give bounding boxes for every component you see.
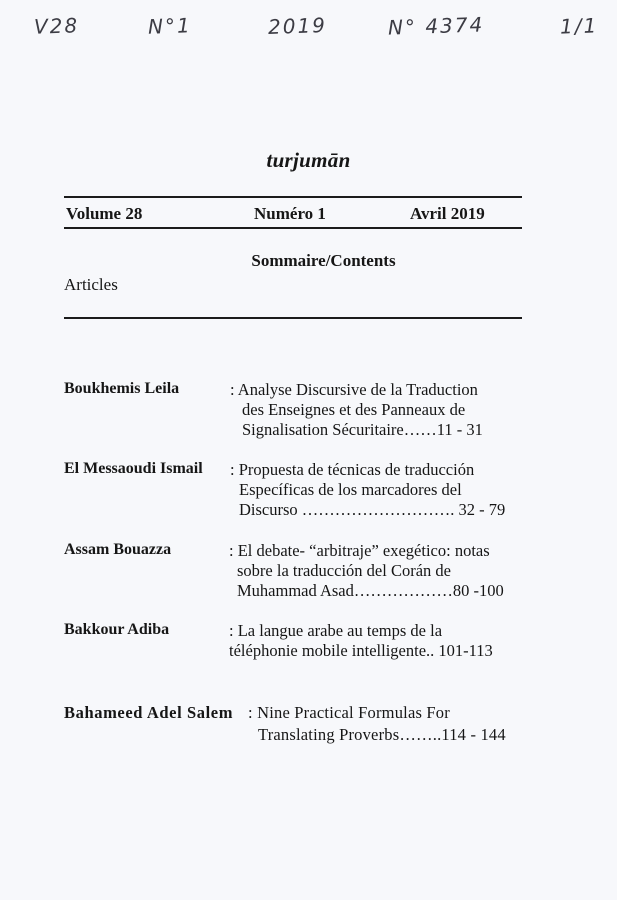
article-title [230, 460, 505, 520]
handwritten-annotation [0, 6, 617, 46]
article-title-line: des Enseignes et des Panneaux de [242, 400, 466, 419]
article-author: Boukhemis Leila [64, 380, 180, 397]
article-title [248, 703, 506, 745]
handwritten-page: 1/1 [559, 13, 599, 39]
top-divider [64, 196, 522, 198]
issue-number: Numéro 1 [254, 204, 326, 223]
articles-label: Articles [64, 275, 118, 294]
handwritten-number: N°1 [147, 13, 193, 39]
article-title-line: sobre la traducción del Corán de [237, 561, 451, 580]
article-title-line: Discurso ………………………. 32 - 79 [239, 500, 506, 519]
article-title-line: : Propuesta de técnicas de traducción [230, 460, 475, 479]
issue-divider [64, 227, 522, 229]
article-title-line: Específicas de los marcadores del [239, 480, 462, 499]
article-author: El Messaoudi Ismail [64, 460, 203, 477]
article-title-line: Signalisation Sécuritaire……11 - 31 [242, 420, 483, 439]
article-title-line: Muhammad Asad………………80 -100 [237, 581, 504, 600]
article-title-line: : Nine Practical Formulas For [248, 703, 450, 722]
article-title [229, 621, 493, 661]
article-author: Assam Bouazza [64, 541, 172, 558]
issue-date: Avril 2019 [410, 204, 485, 223]
article-title-line: téléphonie mobile intelligente.. 101-113 [229, 641, 493, 660]
article-author: Bahameed Adel Salem [64, 703, 234, 722]
contents-heading: Sommaire/Contents [251, 251, 396, 270]
article-author: Bakkour Adiba [64, 621, 170, 638]
handwritten-volume: V28 [33, 13, 80, 39]
issue-volume: Volume 28 [66, 204, 143, 223]
journal-title: turjumān [266, 148, 351, 172]
articles-divider [64, 317, 522, 319]
handwritten-reference: N° 4374 [387, 12, 485, 40]
handwritten-year: 2019 [267, 12, 328, 40]
article-title-line: : La langue arabe au temps de la [229, 621, 443, 640]
article-title-line: Translating Proverbs……..114 - 144 [258, 725, 506, 744]
article-title [230, 380, 483, 440]
article-title-line: : El debate- “arbitraje” exegético: notas [229, 541, 490, 560]
article-title [229, 541, 504, 601]
article-title-line: : Analyse Discursive de la Traduction [230, 380, 478, 399]
